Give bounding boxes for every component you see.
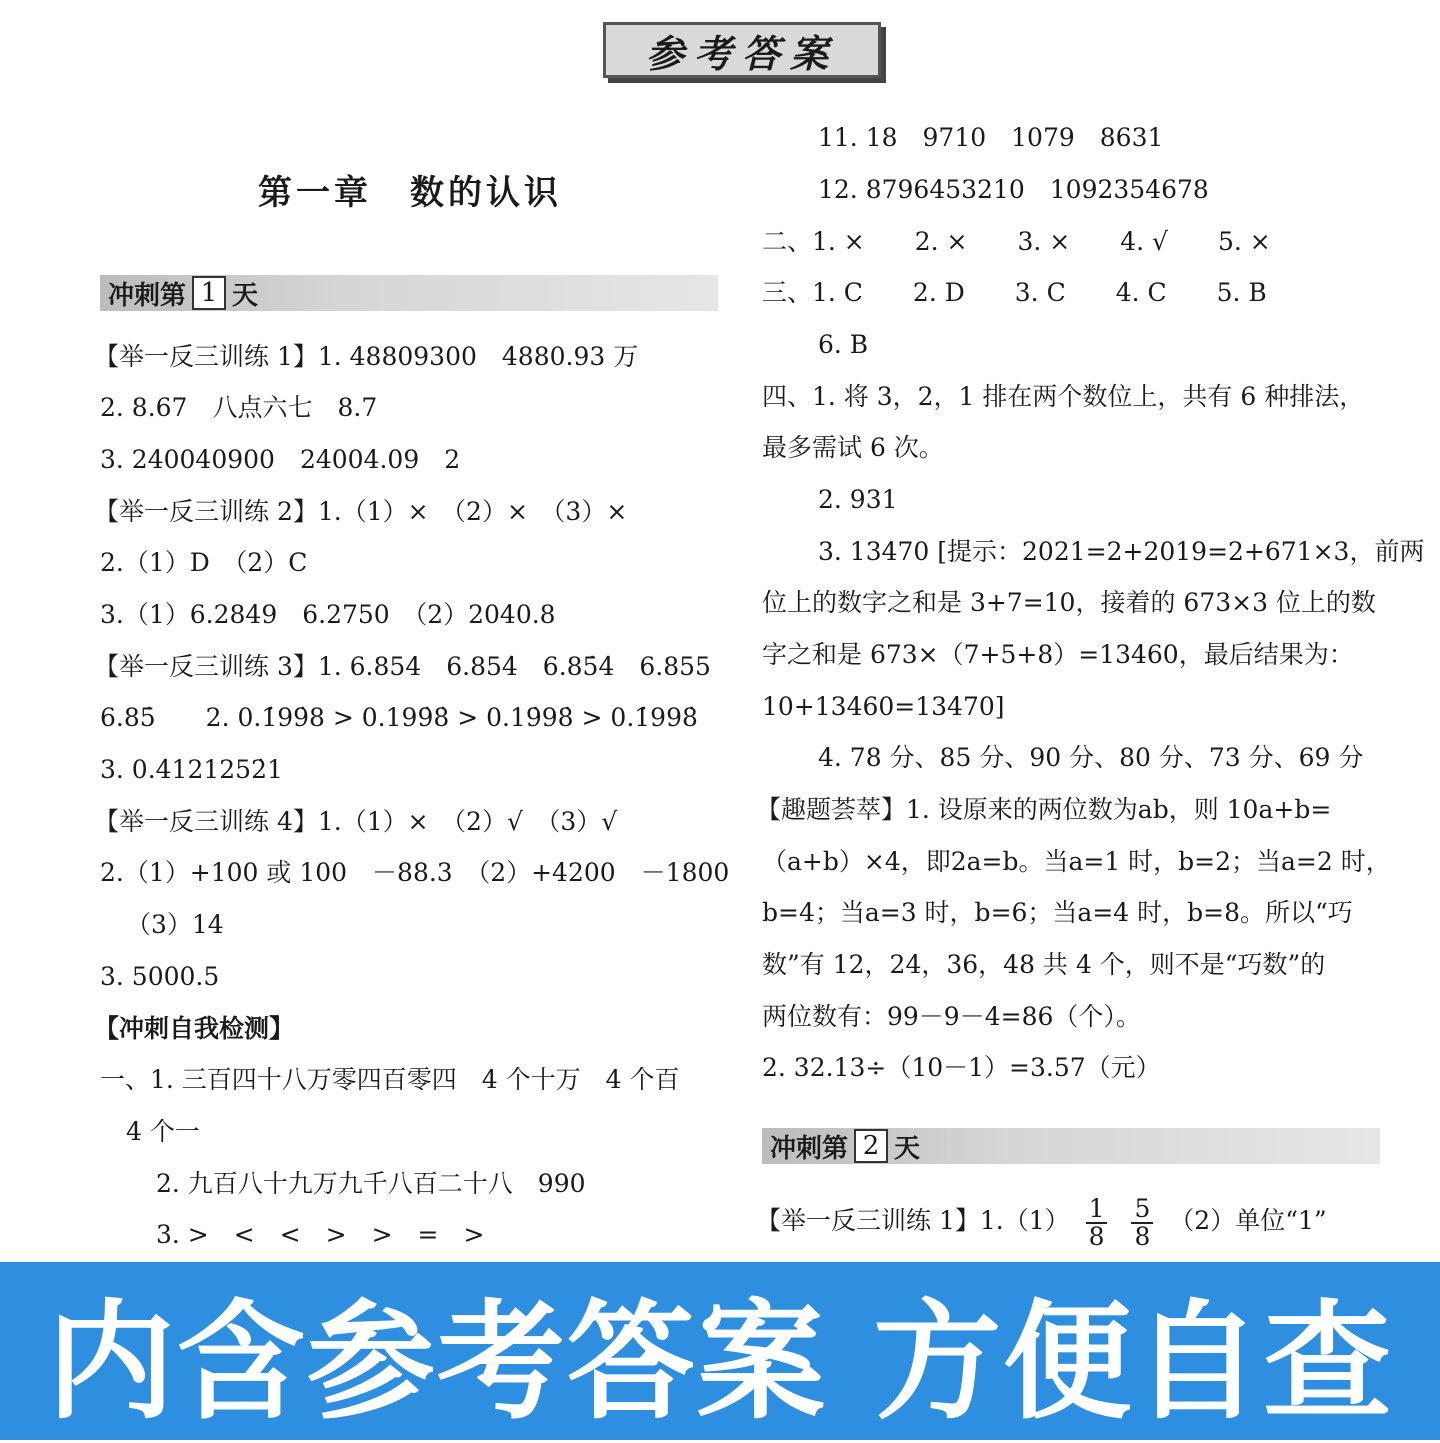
section-heading: 【冲刺自我检测】 <box>94 1014 295 1043</box>
answer-line: 4 个一 <box>126 1117 200 1146</box>
answer-line: 3. > < < > > = > <box>156 1220 485 1249</box>
answer-line: 【举一反三训练 2】1.（1）× （2）× （3）× <box>94 497 628 526</box>
day-header-prefix: 冲刺第 <box>108 280 187 311</box>
answer-line: 2. 九百八十九万九千八百二十八 990 <box>156 1169 586 1198</box>
answer-line: 位上的数字之和是 3+7=10，接着的 673×3 位上的数 <box>762 588 1376 617</box>
answer-line: 6. B <box>818 330 869 359</box>
answer-line: b=4；当a=3 时，b=6；当a=4 时，b=8。所以“巧 <box>762 898 1353 927</box>
answer-line: 3.（1）6.2849 6.2750 （2）2040.8 <box>100 600 556 629</box>
answer-line: 【举一反三训练 3】1. 6.854 6.854̇ 6.85̇4̇ 6.855 <box>94 652 711 681</box>
answer-line: 四、1. 将 3，2，1 排在两个数位上，共有 6 种排法， <box>762 382 1365 411</box>
answer-line: （a+b）×4，即2a=b。当a=1 时，b=2；当a=2 时， <box>762 847 1391 876</box>
answer-line: 2.（1）+100 或 100 －88.3 （2）+4200 －1800 <box>100 858 730 887</box>
day-1-header <box>100 275 718 311</box>
answer-line: 10+13460=13470] <box>762 692 1005 721</box>
answer-line: 三、1. C 2. D 3. C 4. C 5. B <box>762 278 1267 307</box>
fraction-denominator: 8 <box>1088 1221 1105 1251</box>
answer-line: 【举一反三训练 1】1. 48809300 4880.93 万 <box>94 342 639 371</box>
fraction-five-eighths <box>1131 1193 1153 1251</box>
answer-line: 3. 0.4̇121252̇1 <box>100 755 283 784</box>
fraction-numerator: 5 <box>1131 1196 1153 1224</box>
chapter-title: 第一章 数的认识 <box>258 173 562 213</box>
answer-line: 3. 13470 [提示：2021=2+2019=2+671×3，前两 <box>818 537 1425 566</box>
answer-line: （3）14 <box>126 910 224 939</box>
fraction-line-prefix: 【举一反三训练 1】1.（1） <box>756 1206 1070 1235</box>
day-2-header <box>762 1128 1380 1164</box>
fraction-line-suffix: （2）单位“1” <box>1169 1206 1327 1235</box>
answer-key-banner: 参考答案 <box>603 22 881 78</box>
answer-line: 数”有 12，24，36，48 共 4 个，则不是“巧数”的 <box>762 950 1326 979</box>
day-number-box: 1 <box>192 276 226 310</box>
answer-line: 3. 5000.5 <box>100 962 220 991</box>
answer-line: 字之和是 673×（7+5+8）=13460，最后结果为： <box>762 640 1354 669</box>
answer-line: 二、1. × 2. × 3. × 4. √ 5. × <box>762 227 1271 256</box>
day-number-box: 2 <box>854 1129 888 1163</box>
answer-line: 最多需试 6 次。 <box>762 433 944 462</box>
answer-line: 2.（1）D （2）C <box>100 548 308 577</box>
fraction-one-eighth <box>1086 1193 1108 1251</box>
day-header-prefix: 冲刺第 <box>770 1133 849 1164</box>
answer-line: 2. 931 <box>818 485 898 514</box>
fraction-denominator: 8 <box>1134 1221 1151 1251</box>
answer-line: 一、1. 三百四十八万零四百零四 4 个十万 4 个百 <box>100 1065 680 1094</box>
answer-line: 【举一反三训练 4】1.（1）× （2）√ （3）√ <box>94 807 618 836</box>
answer-line: 【趣题荟萃】1. 设原来的两位数为ab，则 10a+b= <box>756 795 1332 824</box>
answer-line: 2. 32.13÷（10－1）=3.57（元） <box>762 1053 1161 1082</box>
answer-line: 4. 78 分、85 分、90 分、80 分、73 分、69 分 <box>818 743 1364 772</box>
answer-line: 11. 18 9710 1079 8631 <box>818 123 1164 152</box>
fraction-answer-line <box>756 1192 1327 1250</box>
answer-line: 两位数有：99－9－4=86（个）。 <box>762 1002 1141 1031</box>
day-header-suffix: 天 <box>894 1133 921 1164</box>
fraction-numerator: 1 <box>1086 1196 1108 1224</box>
answer-line: 6.85̇ 2. 0.1̇99̇8 > 0.199̇8̇ > 0.19̇98̇ > 0.1̇998̇ <box>100 703 698 732</box>
day-header-suffix: 天 <box>232 280 259 311</box>
answer-line: 12. 8796453210 1092354678 <box>818 175 1209 204</box>
answer-line: 2. 8.67 八点六七 8.7 <box>100 393 378 422</box>
answer-line: 3. 240040900 24004.09 2 <box>100 445 461 474</box>
promo-footer-text: 内含参考答案 方便自查 <box>46 1288 1394 1437</box>
promo-footer-band <box>0 1262 1440 1440</box>
